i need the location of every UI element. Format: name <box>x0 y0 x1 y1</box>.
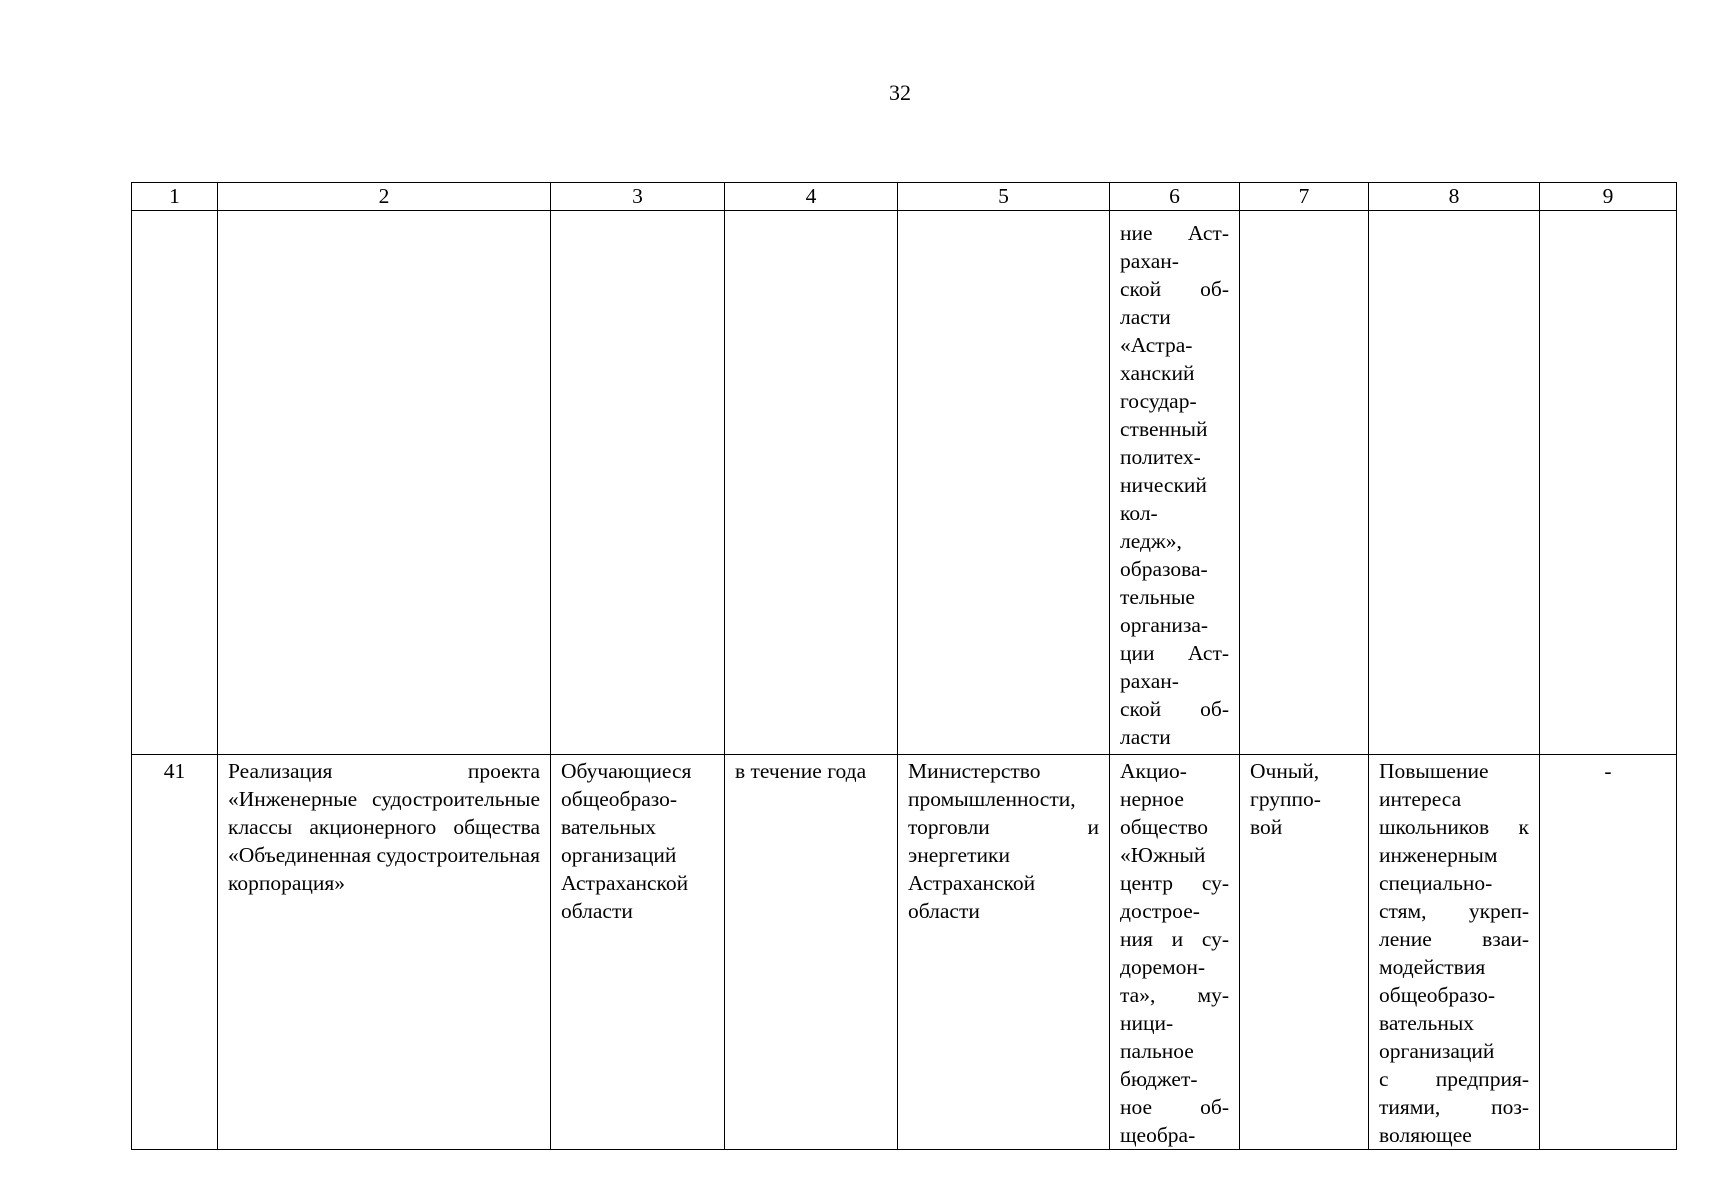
column-number-4: 4 <box>725 183 898 211</box>
format-text: Очный, группо- вой <box>1250 759 1321 839</box>
partners-cell <box>1110 755 1240 1150</box>
format-cell <box>1240 755 1369 1150</box>
continuation-cell-7 <box>1240 211 1369 755</box>
column-number-7: 7 <box>1240 183 1369 211</box>
row-number-cell: 41 <box>132 755 218 1150</box>
result-text: Повышение интереса школьников к инженерным специально- стям, укреп- ление взаи- модействия общеобразо- вательных организаций с предприя- тиями, поз- воляющее <box>1379 759 1529 1147</box>
participants-text: Обучающиеся общеобразо- вательных организаций Астраханской области <box>561 759 692 923</box>
continuation-cell-4 <box>725 211 898 755</box>
plan-table <box>131 182 1677 1150</box>
continuation-cell-5 <box>898 211 1110 755</box>
column-number-9: 9 <box>1540 183 1677 211</box>
note-cell: - <box>1540 755 1677 1150</box>
event-name-cell: Реализация проекта «Инженерные судостроительные классы акционерного общества «Объединенная судостроительная корпорация» <box>218 755 551 1150</box>
result-cell <box>1369 755 1540 1150</box>
continuation-partners-cell <box>1110 211 1240 755</box>
responsible-cell: Министерство промышленности, торговли и энергетики Астраханской области <box>898 755 1110 1150</box>
table-row-41 <box>132 755 1677 1150</box>
column-number-3: 3 <box>551 183 725 211</box>
continuation-row <box>132 211 1677 755</box>
partners-text: Акцио- нерное общество «Южный центр су- дострое- ния и су- доремон- та», му- ници- пальное бюджет- ное об- щеобра- <box>1120 759 1229 1147</box>
continuation-cell-1 <box>132 211 218 755</box>
continuation-cell-8 <box>1369 211 1540 755</box>
continuation-cell-9 <box>1540 211 1677 755</box>
column-number-2: 2 <box>218 183 551 211</box>
page-number: 32 <box>889 80 911 105</box>
continuation-partners-text: ние Аст- рахан- ской об- ласти «Астра- ханский государ- ственный политех- нический кол- ледж», образова- тельные организа- ции Аст- рахан- ской об- ласти <box>1120 221 1229 749</box>
continuation-cell-2 <box>218 211 551 755</box>
column-number-row <box>132 183 1677 211</box>
column-number-5: 5 <box>898 183 1110 211</box>
column-number-1: 1 <box>132 183 218 211</box>
column-number-6: 6 <box>1110 183 1240 211</box>
continuation-cell-3 <box>551 211 725 755</box>
period-cell: в течение года <box>725 755 898 1150</box>
column-number-8: 8 <box>1369 183 1540 211</box>
participants-cell <box>551 755 725 1150</box>
